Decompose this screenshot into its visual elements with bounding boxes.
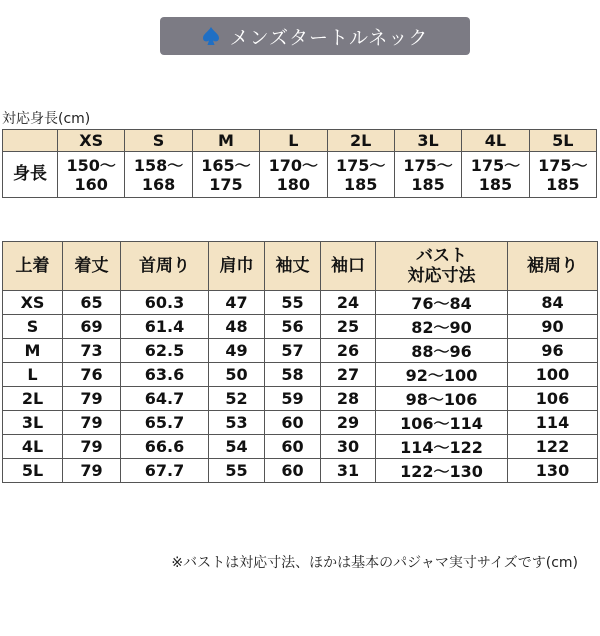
size-header: 4L [462, 130, 529, 152]
height-max: 185 [546, 174, 580, 194]
size-header: S [125, 130, 192, 152]
size-label-cell: S [3, 315, 63, 339]
size-value-cell: 76～84 [376, 291, 508, 315]
size-value-cell: 65.7 [121, 411, 209, 435]
size-value-cell: 63.6 [121, 363, 209, 387]
size-header: M [192, 130, 259, 152]
size-table-header: バスト 対応寸法 [376, 242, 508, 291]
size-value-cell: 24 [321, 291, 376, 315]
height-row [3, 152, 597, 198]
size-value-cell: 60 [265, 435, 321, 459]
size-value-cell: 54 [209, 435, 265, 459]
footnote: ※バストは対応寸法、ほかは基本のパジャマ実寸サイズです(cm) [171, 555, 578, 571]
size-row [3, 435, 598, 459]
height-max: 160 [74, 174, 108, 194]
height-max: 180 [276, 174, 311, 194]
size-value-cell: 56 [265, 315, 321, 339]
size-value-cell: 82～90 [376, 315, 508, 339]
height-max: 168 [141, 174, 176, 194]
size-value-cell: 25 [321, 315, 376, 339]
size-value-cell: 106 [508, 387, 598, 411]
size-table-header: 首周り [121, 242, 209, 291]
size-table-header: 袖口 [321, 242, 376, 291]
size-label-cell: L [3, 363, 63, 387]
size-value-cell: 69 [63, 315, 121, 339]
height-min: 165～ [201, 155, 251, 175]
page-title-banner [160, 17, 470, 55]
size-value-cell: 122～130 [376, 459, 508, 483]
size-value-cell: 79 [63, 459, 121, 483]
size-row [3, 459, 598, 483]
height-table-header-row [3, 130, 597, 152]
size-label-cell: 4L [3, 435, 63, 459]
size-value-cell: 55 [265, 291, 321, 315]
height-min: 175～ [335, 155, 386, 175]
size-row [3, 387, 598, 411]
height-cell [192, 152, 259, 198]
size-table [2, 241, 598, 483]
size-row [3, 339, 598, 363]
size-table-header: 着丈 [63, 242, 121, 291]
height-min: 175～ [470, 155, 521, 175]
size-value-cell: 67.7 [121, 459, 209, 483]
size-row [3, 411, 598, 435]
size-row [3, 315, 598, 339]
size-value-cell: 106～114 [376, 411, 508, 435]
size-header: 5L [529, 130, 596, 152]
size-value-cell: 90 [508, 315, 598, 339]
size-value-cell: 60 [265, 411, 321, 435]
size-value-cell: 122 [508, 435, 598, 459]
corner-cell [3, 130, 58, 152]
size-table-header: 裾周り [508, 242, 598, 291]
size-row [3, 291, 598, 315]
size-value-cell: 114 [508, 411, 598, 435]
size-value-cell: 48 [209, 315, 265, 339]
size-value-cell: 114～122 [376, 435, 508, 459]
size-value-cell: 53 [209, 411, 265, 435]
size-value-cell: 66.6 [121, 435, 209, 459]
size-row [3, 363, 598, 387]
size-value-cell: 31 [321, 459, 376, 483]
size-value-cell: 60 [265, 459, 321, 483]
size-value-cell: 98～106 [376, 387, 508, 411]
size-value-cell: 52 [209, 387, 265, 411]
height-min: 158～ [133, 155, 184, 175]
size-label-cell: 2L [3, 387, 63, 411]
size-value-cell: 96 [508, 339, 598, 363]
size-value-cell: 100 [508, 363, 598, 387]
page-title: メンズタートルネック [229, 26, 429, 49]
height-min: 175～ [538, 155, 588, 175]
size-value-cell: 27 [321, 363, 376, 387]
height-cell [327, 152, 394, 198]
height-cell [260, 152, 327, 198]
height-min: 170～ [268, 155, 319, 175]
size-value-cell: 65 [63, 291, 121, 315]
size-label-cell: M [3, 339, 63, 363]
size-value-cell: 62.5 [121, 339, 209, 363]
height-table-caption: 対応身長(cm) [2, 111, 91, 127]
size-value-cell: 61.4 [121, 315, 209, 339]
size-label-cell: 5L [3, 459, 63, 483]
height-max: 185 [478, 174, 513, 194]
height-cell [394, 152, 461, 198]
size-value-cell: 59 [265, 387, 321, 411]
size-value-cell: 79 [63, 387, 121, 411]
size-value-cell: 60.3 [121, 291, 209, 315]
size-value-cell: 76 [63, 363, 121, 387]
height-max: 185 [343, 174, 378, 194]
height-row-label: 身長 [3, 152, 58, 198]
size-value-cell: 26 [321, 339, 376, 363]
size-value-cell: 50 [209, 363, 265, 387]
size-value-cell: 73 [63, 339, 121, 363]
spade-icon [202, 26, 220, 46]
size-value-cell: 84 [508, 291, 598, 315]
size-value-cell: 57 [265, 339, 321, 363]
size-value-cell: 28 [321, 387, 376, 411]
height-max: 185 [411, 174, 445, 194]
size-value-cell: 49 [209, 339, 265, 363]
height-cell [529, 152, 596, 198]
size-header: XS [58, 130, 125, 152]
height-min: 150～ [66, 155, 116, 175]
size-label-cell: 3L [3, 411, 63, 435]
size-label-cell: XS [3, 291, 63, 315]
size-table-header-row [3, 242, 598, 291]
size-value-cell: 88～96 [376, 339, 508, 363]
size-header: 2L [327, 130, 394, 152]
size-table-header: 上着 [3, 242, 63, 291]
size-value-cell: 55 [209, 459, 265, 483]
size-value-cell: 79 [63, 411, 121, 435]
size-header: L [260, 130, 327, 152]
size-value-cell: 64.7 [121, 387, 209, 411]
size-table-header: 肩巾 [209, 242, 265, 291]
size-value-cell: 47 [209, 291, 265, 315]
height-cell [462, 152, 529, 198]
size-value-cell: 92～100 [376, 363, 508, 387]
size-value-cell: 130 [508, 459, 598, 483]
size-value-cell: 29 [321, 411, 376, 435]
size-value-cell: 58 [265, 363, 321, 387]
height-cell [125, 152, 192, 198]
size-table-header: 袖丈 [265, 242, 321, 291]
size-header: 3L [394, 130, 461, 152]
height-cell [58, 152, 125, 198]
height-table [2, 129, 597, 198]
height-min: 175～ [403, 155, 453, 175]
height-max: 175 [209, 174, 243, 194]
size-value-cell: 30 [321, 435, 376, 459]
size-value-cell: 79 [63, 435, 121, 459]
